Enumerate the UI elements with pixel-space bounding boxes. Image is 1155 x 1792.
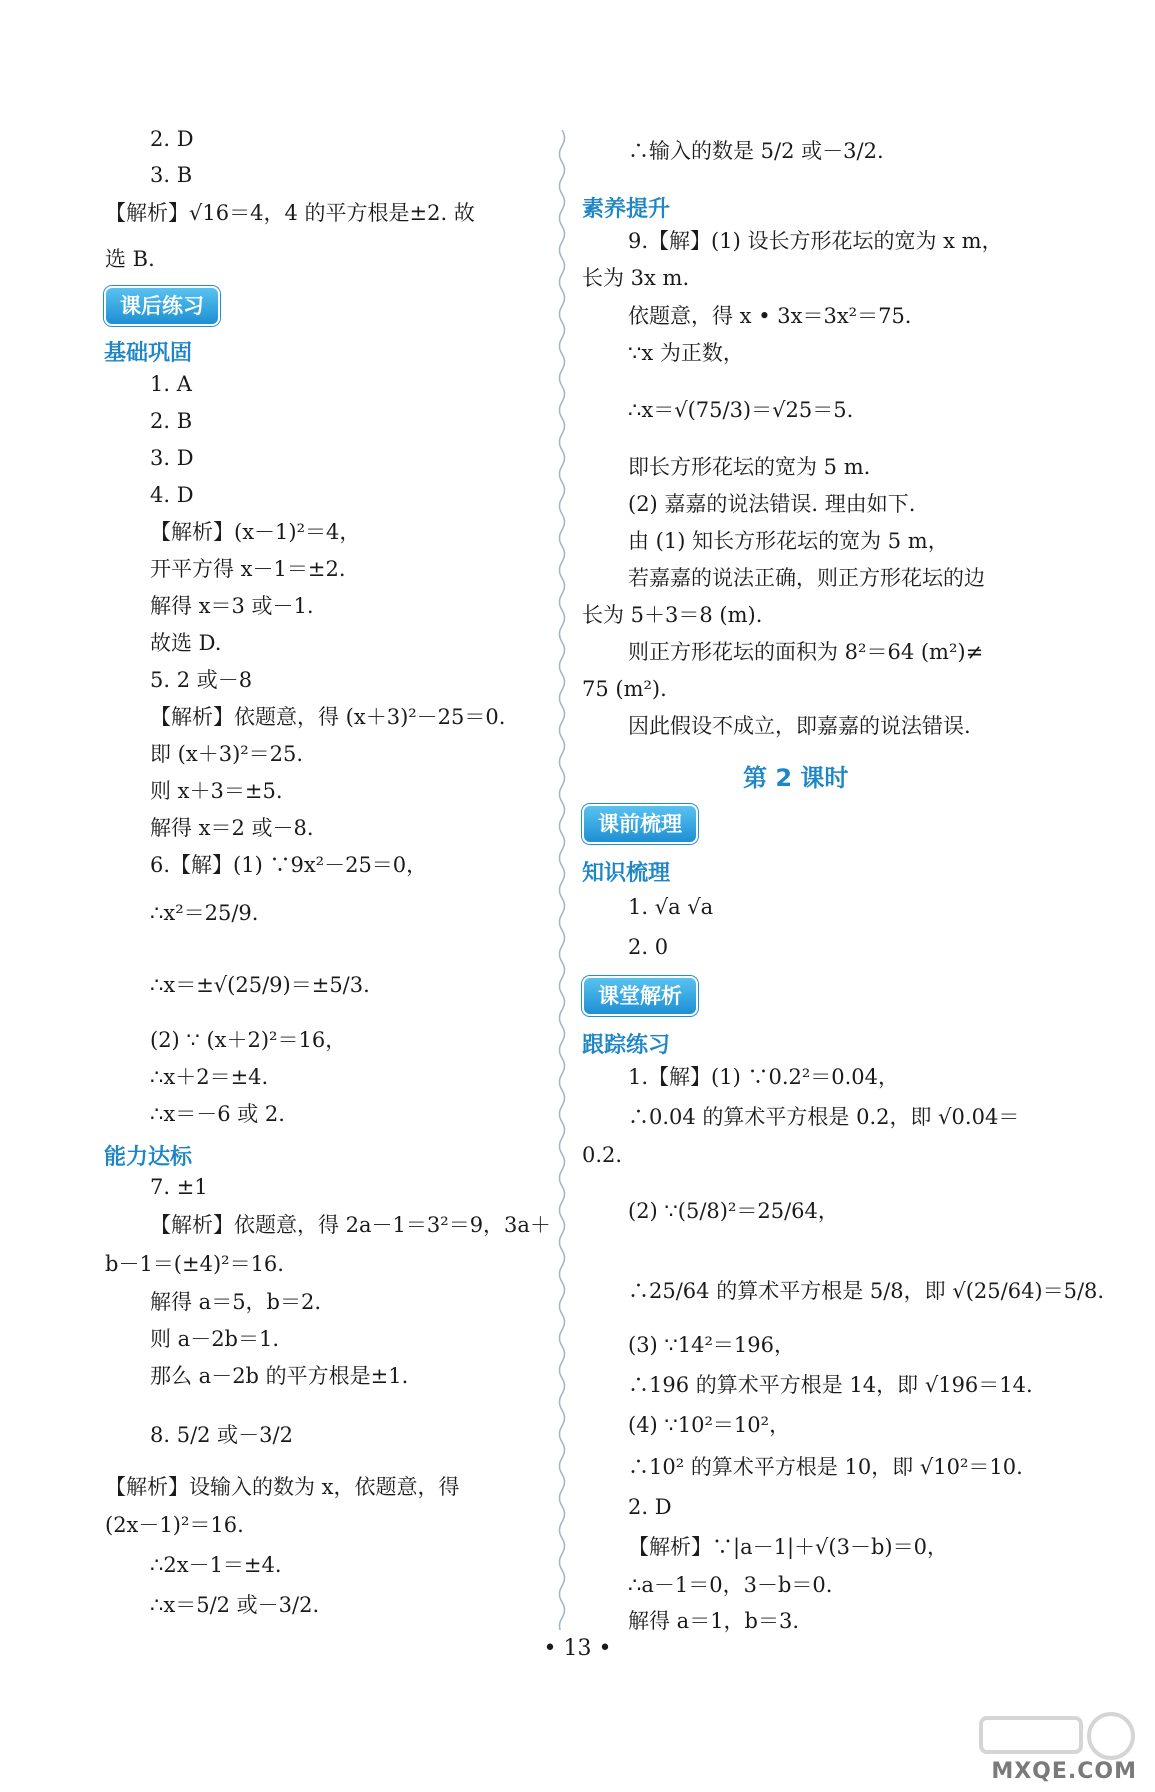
answer-line: 3. D [150,446,194,470]
answer-line: (2) ∵(5/8)²＝25/64， [628,1199,839,1223]
answer-line: ∴10² 的算术平方根是 10，即 √10²＝10. [628,1455,1023,1479]
answer-line: ∴2x－1＝±4. [150,1553,282,1577]
answer-line: ∴x＝√(75/3)＝√25＝5. [628,398,854,422]
answer-line: ∴a－1＝0，3－b＝0. [628,1573,833,1597]
answer-line: 选 B. [105,247,155,271]
answer-line: (4) ∵10²＝10²， [628,1413,791,1437]
answer-line: ∴25/64 的算术平方根是 5/8，即 √(25/64)＝5/8. [628,1279,1105,1303]
answer-line: 3. B [150,163,193,187]
answer-line: 依题意，得 x • 3x＝3x²＝75. [628,304,912,328]
answer-line: 【解析】∵|a－1|＋√(3－b)＝0， [628,1535,948,1559]
answer-line: 6.【解】(1) ∵9x²－25＝0， [150,853,428,877]
section-heading: 知识梳理 [582,861,671,886]
answer-line: 2. B [150,409,193,433]
answer-line: 2. D [628,1495,672,1519]
answer-line: (2x－1)²＝16. [105,1513,244,1537]
answer-line: ∴x＝－6 或 2. [150,1102,285,1126]
answer-line: (2) ∵ (x＋2)²＝16， [150,1028,347,1052]
answer-line: 2. 0 [628,935,669,959]
answer-line: 1. √a √a [628,895,714,919]
answer-line: b－1＝(±4)²＝16. [105,1252,284,1276]
answer-line: 长为 5＋3＝8 (m). [582,603,763,627]
section-heading: 能力达标 [104,1145,193,1170]
answer-line: ∴x＝±√(25/9)＝±5/3. [150,973,370,997]
section-heading: 跟踪练习 [582,1033,671,1058]
answer-line: 9.【解】(1) 设长方形花坛的宽为 x m， [628,229,1003,253]
answer-line: 由 (1) 知长方形花坛的宽为 5 m， [628,529,949,553]
answer-line: 那么 a－2b 的平方根是±1. [150,1364,409,1388]
watermark-text: MXQE.COM [991,1759,1137,1784]
answer-line: 长为 3x m. [582,266,690,290]
answer-line: 因此假设不成立，即嘉嘉的说法错误. [628,714,971,738]
answer-line: 故选 D. [150,631,222,655]
answer-line: 解得 x＝2 或－8. [150,816,314,840]
answer-line: 解得 a＝1，b＝3. [628,1609,800,1633]
answer-line: 【解析】(x－1)²＝4， [150,520,361,544]
answer-line: (2) 嘉嘉的说法错误. 理由如下. [628,492,916,516]
answer-line: 【解析】依题意，得 (x＋3)²－25＝0. [150,705,506,729]
page-number: • 13 • [543,1636,612,1661]
answer-line: ∴0.04 的算术平方根是 0.2，即 √0.04＝ [628,1105,1020,1129]
answer-line: ∴196 的算术平方根是 14，即 √196＝14. [628,1373,1033,1397]
answer-line: 则正方形花坛的面积为 8²＝64 (m²)≠ [628,640,984,664]
answer-line: 若嘉嘉的说法正确，则正方形花坛的边 [628,566,985,590]
answer-line: 1. A [150,372,192,396]
answer-line: 1.【解】(1) ∵0.2²＝0.04， [628,1065,900,1089]
answer-line: ∴x＝5/2 或－3/2. [150,1593,320,1617]
section-heading: 基础巩固 [104,341,193,366]
answer-line: 则 x＋3＝±5. [150,779,283,803]
section-heading: 素养提升 [582,197,671,222]
answer-line: (3) ∵14²＝196， [628,1333,796,1357]
answer-line: 解得 x＝3 或－1. [150,594,314,618]
answer-line: 5. 2 或－8 [150,668,253,692]
answer-line: ∴x²＝25/9. [150,901,259,925]
answer-line: 开平方得 x－1＝±2. [150,557,346,581]
answer-line: 【解析】√16＝4，4 的平方根是±2. 故 [105,201,475,225]
section-badge: 课堂解析 [582,976,698,1016]
answer-line: 【解析】依题意，得 2a－1＝3²＝9，3a＋ [150,1213,551,1237]
answer-line: 即 (x＋3)²＝25. [150,742,304,766]
answer-line: 则 a－2b＝1. [150,1327,280,1351]
answer-line: ∴输入的数是 5/2 或－3/2. [628,139,884,163]
section-badge: 课后练习 [104,286,220,326]
answer-line: 0.2. [582,1143,623,1167]
answer-line: 解得 a＝5，b＝2. [150,1290,322,1314]
answer-line: 75 (m²). [582,677,667,701]
answer-line: 2. D [150,127,194,151]
column-divider [556,130,568,1630]
answer-line: 【解析】设输入的数为 x，依题意，得 [105,1475,460,1499]
answer-line: ∵x 为正数， [628,341,744,365]
section-badge: 课前梳理 [582,804,698,844]
answer-line: 4. D [150,483,194,507]
lesson-title: 第 2 课时 [743,764,849,792]
answer-line: 8. 5/2 或－3/2 [150,1423,293,1447]
answer-line: 即长方形花坛的宽为 5 m. [628,455,871,479]
answer-line: 7. ±1 [150,1175,208,1199]
answer-line: ∴x＋2＝±4. [150,1065,269,1089]
